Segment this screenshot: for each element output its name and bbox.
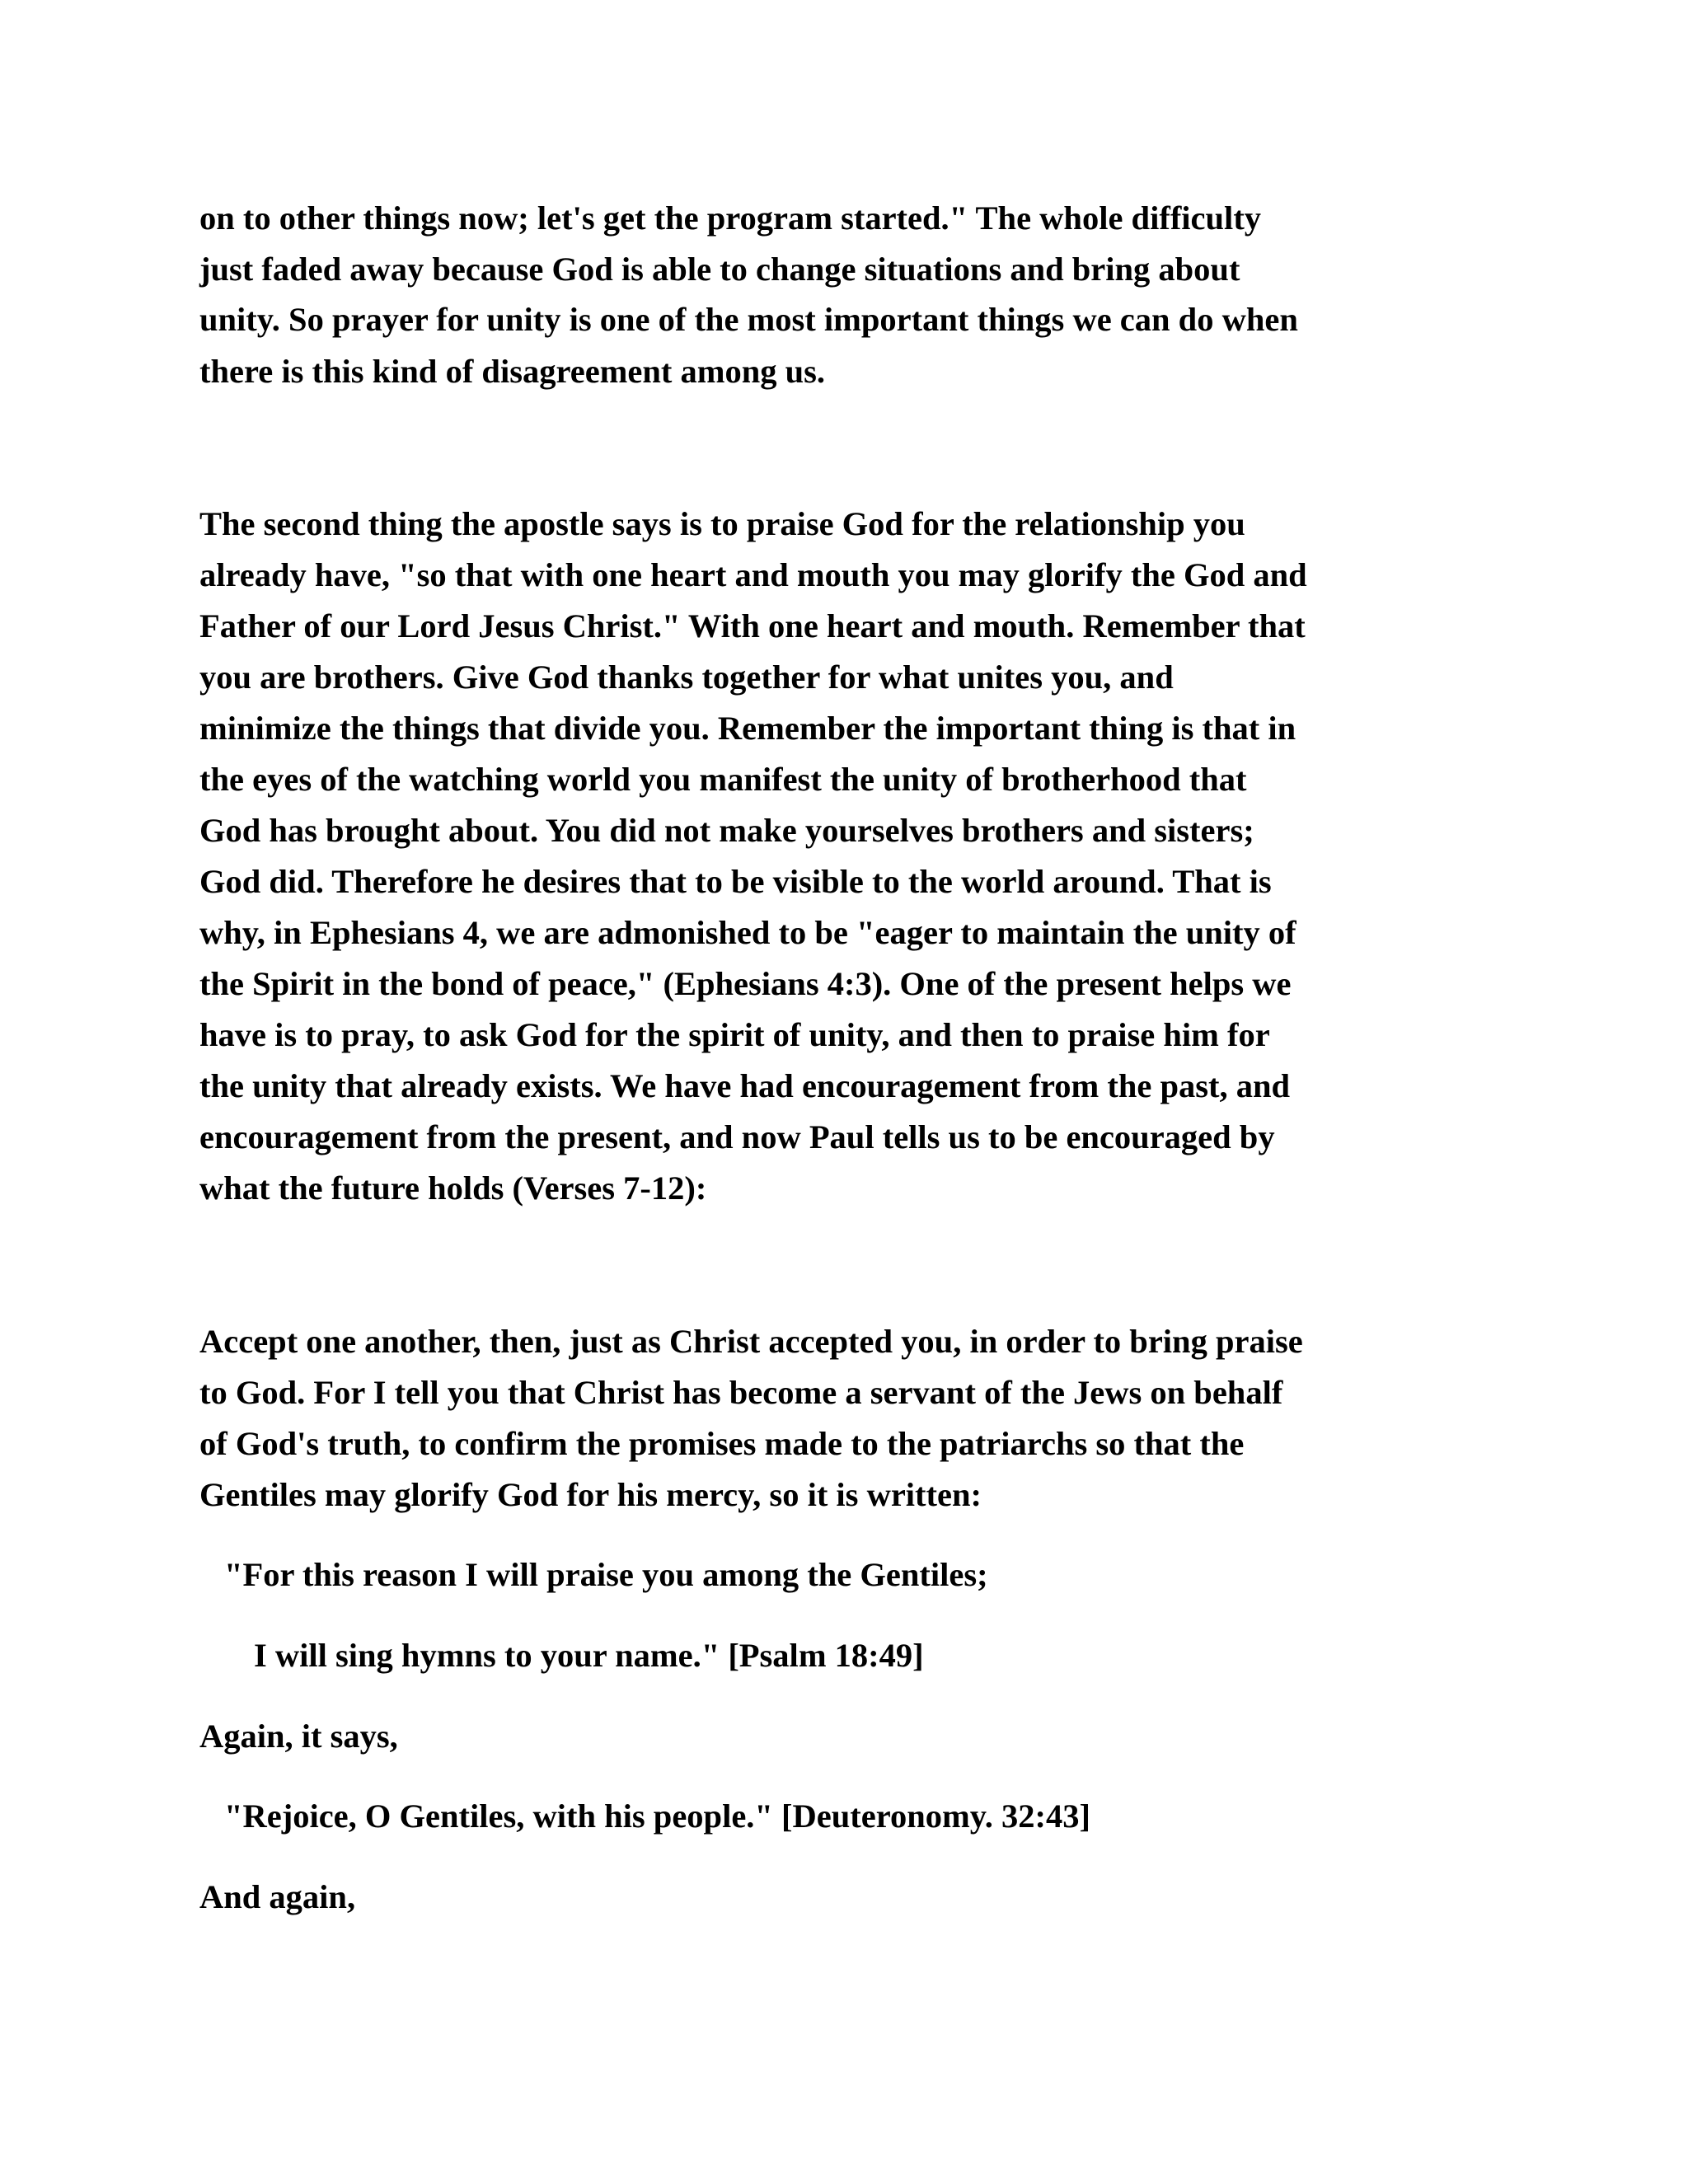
- paragraph-2-line-9: why, in Ephesians 4, we are admonished to be "eager to maintain the unity of: [199, 914, 1296, 951]
- and-again: And again,: [199, 1878, 356, 1915]
- paragraph-2-line-14: what the future holds (Verses 7-12):: [199, 1169, 707, 1207]
- paragraph-2-line-3: Father of our Lord Jesus Christ." With one heart and mouth. Remember that: [199, 607, 1306, 644]
- paragraph-3-line-2: to God. For I tell you that Christ has become a servant of the Jews on behalf: [199, 1374, 1283, 1411]
- paragraph-1-line-2: just faded away because God is able to change situations and bring about: [199, 251, 1240, 288]
- paragraph-2-line-4: you are brothers. Give God thanks together for what unites you, and: [199, 658, 1174, 696]
- again-it-says: Again, it says,: [199, 1718, 398, 1755]
- quote-1-line-2: I will sing hymns to your name." [Psalm 18:49]: [254, 1637, 924, 1674]
- paragraph-2-line-12: the unity that already exists. We have had encouragement from the past, and: [199, 1067, 1291, 1104]
- paragraph-2-line-10: the Spirit in the bond of peace," (Ephesians 4:3). One of the present helps we: [199, 965, 1292, 1002]
- quote-1-line-1: "For this reason I will praise you among the Gentiles;: [224, 1556, 988, 1593]
- paragraph-3-line-1: Accept one another, then, just as Christ accepted you, in order to bring praise: [199, 1323, 1303, 1360]
- quote-2: "Rejoice, O Gentiles, with his people." [Deuteronomy. 32:43]: [224, 1797, 1090, 1835]
- paragraph-3-line-4: Gentiles may glorify God for his mercy, so it is written:: [199, 1476, 982, 1513]
- paragraph-2-line-1: The second thing the apostle says is to praise God for the relationship you: [199, 505, 1245, 542]
- paragraph-2-line-7: God has brought about. You did not make yourselves brothers and sisters;: [199, 812, 1254, 849]
- paragraph-1-line-1: on to other things now; let's get the program started." The whole difficulty: [199, 199, 1262, 237]
- paragraph-2-line-2: already have, "so that with one heart and mouth you may glorify the God and: [199, 556, 1307, 593]
- paragraph-2-line-5: minimize the things that divide you. Remember the important thing is that in: [199, 710, 1296, 747]
- paragraph-3-line-3: of God's truth, to confirm the promises made to the patriarchs so that the: [199, 1425, 1245, 1462]
- paragraph-1-line-4: there is this kind of disagreement among us.: [199, 353, 826, 390]
- paragraph-2-line-6: the eyes of the watching world you manifest the unity of brotherhood that: [199, 761, 1247, 798]
- paragraph-2-line-8: God did. Therefore he desires that to be visible to the world around. That is: [199, 863, 1272, 900]
- paragraph-1-line-3: unity. So prayer for unity is one of the most important things we can do when: [199, 301, 1298, 338]
- paragraph-2-line-11: have is to pray, to ask God for the spirit of unity, and then to praise him for: [199, 1016, 1270, 1053]
- paragraph-2-line-13: encouragement from the present, and now Paul tells us to be encouraged by: [199, 1118, 1275, 1155]
